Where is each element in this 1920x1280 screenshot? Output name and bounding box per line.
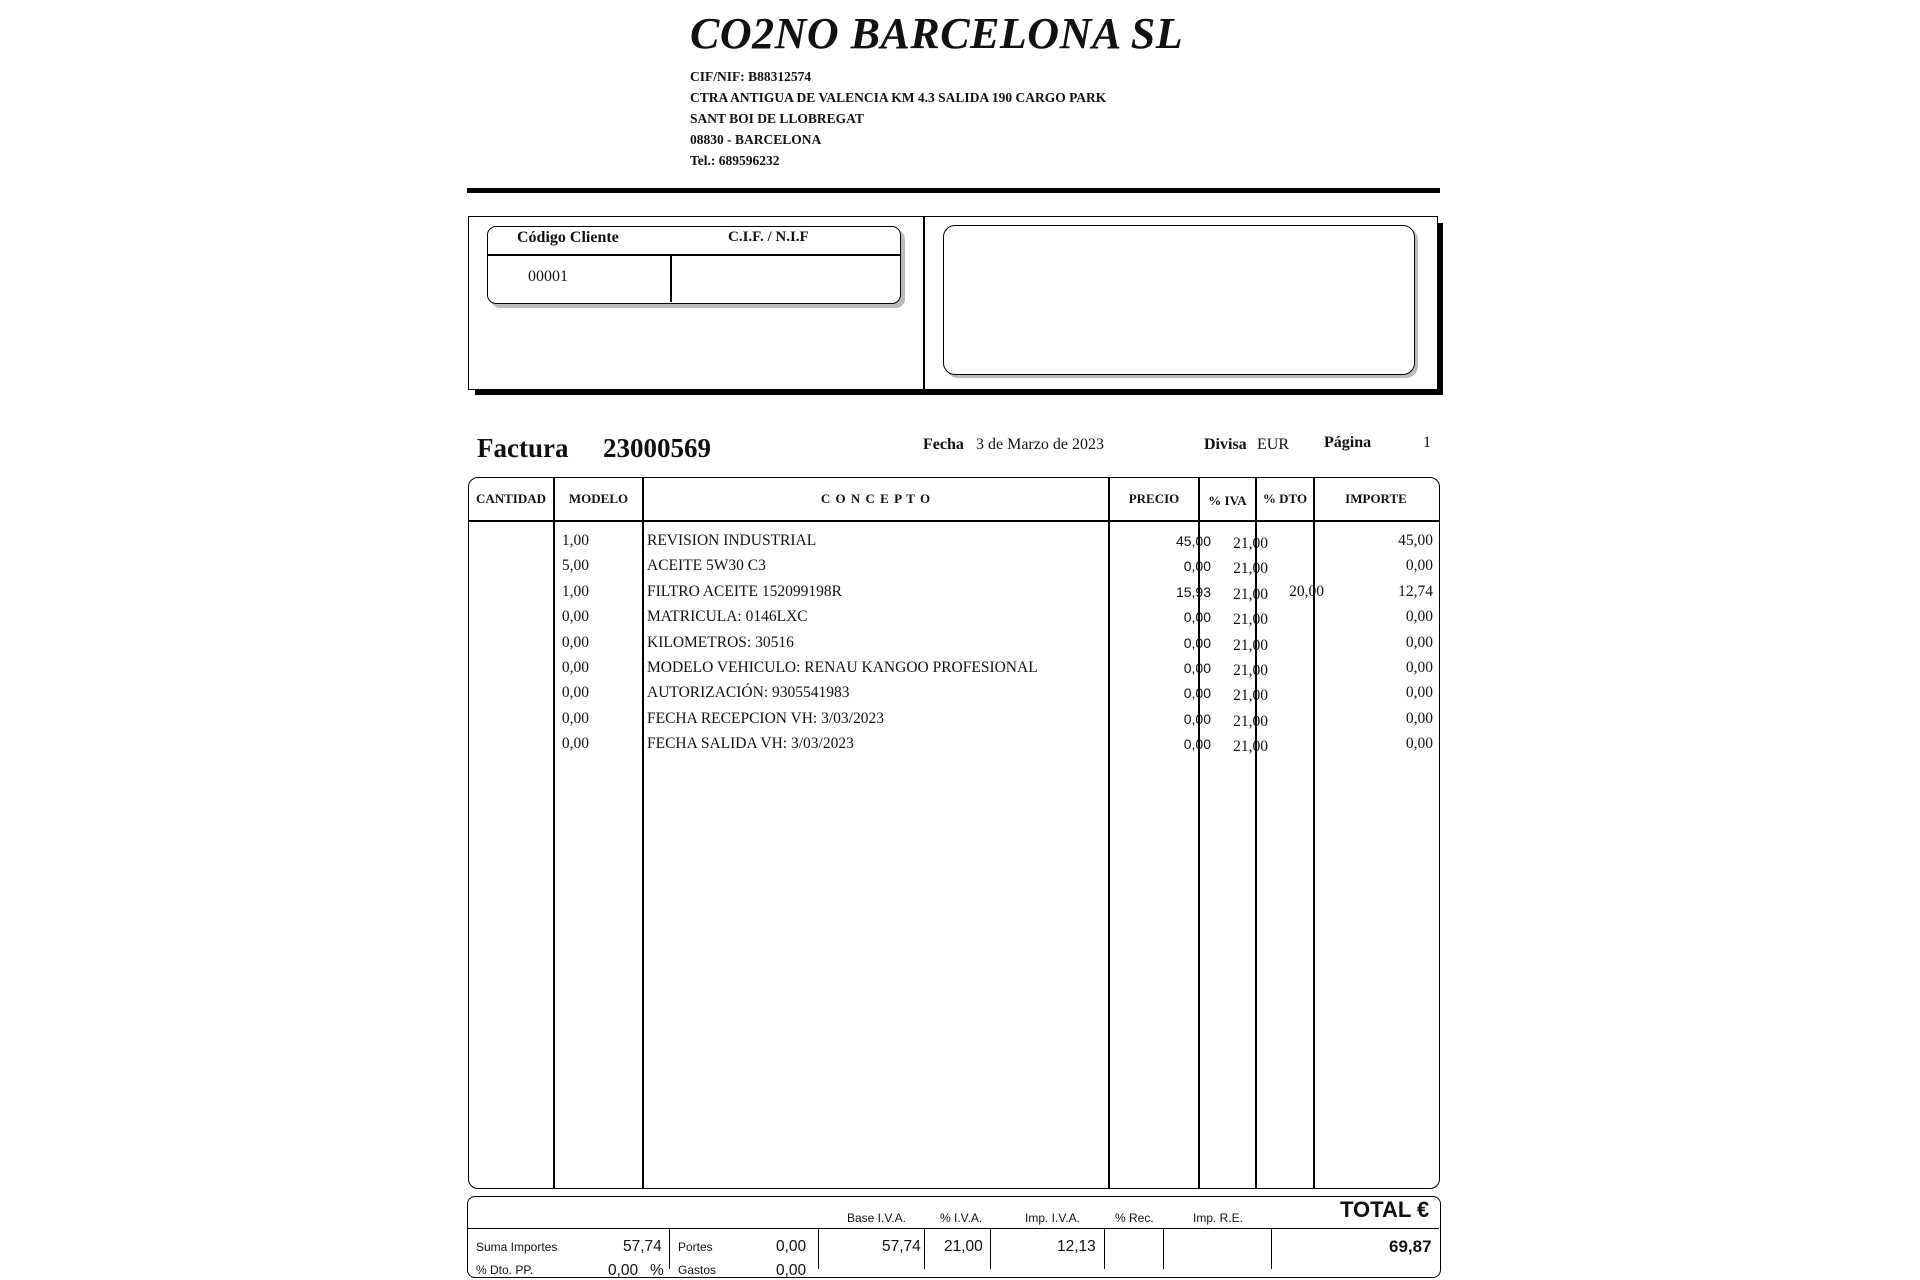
cell-importe: 12,74 [1398,582,1433,600]
totals-divider [1104,1229,1105,1269]
dto-pp-label: % Dto. PP. [476,1263,534,1277]
cell-iva: 21,00 [1233,687,1268,705]
currency-label: Divisa [1204,436,1247,453]
items-header-line [469,520,1439,522]
cell-importe: 0,00 [1405,608,1433,626]
cell-cantidad: 0,00 [561,608,589,626]
cell-concepto: ACEITE 5W30 C3 [647,557,766,575]
company-address: CTRA ANTIGUA DE VALENCIA KM 4.3 SALIDA 190 CARGO PARK [690,90,1107,105]
table-row [469,710,1439,735]
date-label: Fecha [923,436,964,453]
cell-iva: 21,00 [1233,560,1268,578]
cell-cantidad: 0,00 [561,684,589,702]
client-code-header-line [487,254,900,256]
cell-iva: 21,00 [1233,636,1268,654]
page-value: 1 [1423,434,1431,451]
cell-precio: 0,00 [1183,710,1211,727]
cell-cantidad: 0,00 [561,658,589,676]
table-row [469,532,1439,557]
table-row [469,634,1439,659]
client-address-box [943,225,1415,375]
cell-importe: 0,00 [1405,557,1433,575]
company-details [690,66,1106,171]
company-city: SANT BOI DE LLOBREGAT [690,111,864,126]
col-header-importe: IMPORTE [1345,491,1407,506]
totals-header-pct-rec: % Rec. [1115,1211,1154,1225]
client-cif-label: C.I.F. / N.I.F [728,229,809,245]
dto-pp-unit: % [650,1262,664,1279]
company-name: CO2NO BARCELONA SL [690,9,1184,58]
cell-iva: 21,00 [1233,535,1268,552]
cell-cantidad: 1,00 [561,582,589,600]
cell-importe: 0,00 [1405,684,1433,702]
totals-divider [924,1229,925,1269]
col-header-modelo: MODELO [568,491,629,506]
cell-precio: 0,00 [1183,685,1211,702]
totals-divider [990,1229,991,1269]
totals-header-line [467,1228,1439,1229]
table-row [469,735,1439,760]
currency-value: EUR [1257,436,1289,453]
gastos-label: Gastos [678,1263,717,1277]
cell-concepto: KILOMETROS: 30516 [647,633,794,651]
cell-concepto: REVISION INDUSTRIAL [647,532,817,549]
cell-dto: 20,00 [1289,582,1324,600]
cell-precio: 0,00 [1183,609,1211,626]
invoice-label: Factura [477,433,569,463]
cell-precio: 0,00 [1183,659,1211,676]
col-header-dto: % DTO [1262,491,1308,506]
col-header-precio: PRECIO [1128,491,1180,506]
totals-divider [1163,1229,1164,1269]
cell-concepto: AUTORIZACIÓN: 9305541983 [647,684,850,702]
col-header-concepto: C O N C E P T O [820,491,932,506]
cell-iva: 21,00 [1233,585,1268,603]
col-header-iva: % IVA [1208,493,1247,508]
cell-concepto: MODELO VEHICULO: RENAU KANGOO PROFESIONAL [647,658,1038,676]
invoice-number: 23000569 [603,433,711,463]
company-postal: 08830 - BARCELONA [690,132,822,147]
client-code-separator [670,255,672,302]
totals-header-total: TOTAL € [1340,1197,1430,1222]
table-row [469,659,1439,684]
cell-importe: 0,00 [1405,735,1433,753]
client-box-divider [923,217,925,389]
cell-importe: 0,00 [1405,633,1433,651]
company-cif: CIF/NIF: B88312574 [690,69,812,84]
suma-importes-value: 57,74 [623,1238,662,1255]
cell-importe: 0,00 [1405,658,1433,676]
cell-iva: 21,00 [1233,611,1268,629]
imp-iva-value: 12,13 [1057,1238,1096,1255]
cell-precio: 45,00 [1175,533,1211,549]
page-label: Página [1324,434,1372,451]
cell-cantidad: 0,00 [561,709,589,727]
cell-iva: 21,00 [1233,661,1268,679]
dto-pp-value: 0,00 [608,1262,639,1279]
cell-precio: 0,00 [1183,736,1211,753]
cell-precio: 0,00 [1183,558,1211,575]
company-phone: Tel.: 689596232 [690,153,780,168]
totals-divider [818,1229,819,1269]
table-row [469,684,1439,709]
base-iva-value: 57,74 [882,1238,921,1255]
header-rule [467,188,1440,193]
cell-cantidad: 0,00 [561,735,589,753]
portes-label: Portes [678,1240,713,1254]
cell-importe: 0,00 [1405,709,1433,727]
table-row [469,608,1439,633]
cell-concepto: FILTRO ACEITE 152099198R [647,582,842,600]
totals-divider [669,1229,670,1269]
gastos-value: 0,00 [776,1262,807,1279]
date-value: 3 de Marzo de 2023 [976,436,1104,453]
totals-header-base-iva: Base I.V.A. [847,1211,906,1225]
items-rows [469,532,1439,761]
cell-precio: 15,93 [1175,583,1211,600]
pct-iva-value: 21,00 [944,1238,983,1255]
col-header-cantidad: CANTIDAD [475,491,547,506]
totals-header-pct-iva: % I.V.A. [940,1211,983,1225]
cell-concepto: FECHA SALIDA VH: 3/03/2023 [647,735,854,753]
client-code-label: Código Cliente [517,229,619,246]
totals-header-imp-iva: Imp. I.V.A. [1025,1211,1080,1225]
cell-concepto: FECHA RECEPCION VH: 3/03/2023 [647,709,884,727]
suma-importes-label: Suma Importes [476,1240,558,1254]
table-row [469,583,1439,608]
total-value: 69,87 [1389,1237,1432,1256]
cell-concepto: MATRICULA: 0146LXC [647,608,808,626]
totals-divider [1271,1229,1272,1269]
table-row [469,557,1439,582]
cell-cantidad: 5,00 [561,557,589,575]
cell-iva: 21,00 [1233,738,1268,756]
cell-cantidad: 0,00 [561,633,589,651]
cell-precio: 0,00 [1183,634,1211,651]
cell-importe: 45,00 [1398,532,1433,549]
portes-value: 0,00 [776,1238,807,1255]
totals-header-imp-re: Imp. R.E. [1193,1211,1244,1225]
cell-iva: 21,00 [1233,712,1268,730]
client-code-value: 00001 [528,268,568,285]
cell-cantidad: 1,00 [561,532,589,549]
